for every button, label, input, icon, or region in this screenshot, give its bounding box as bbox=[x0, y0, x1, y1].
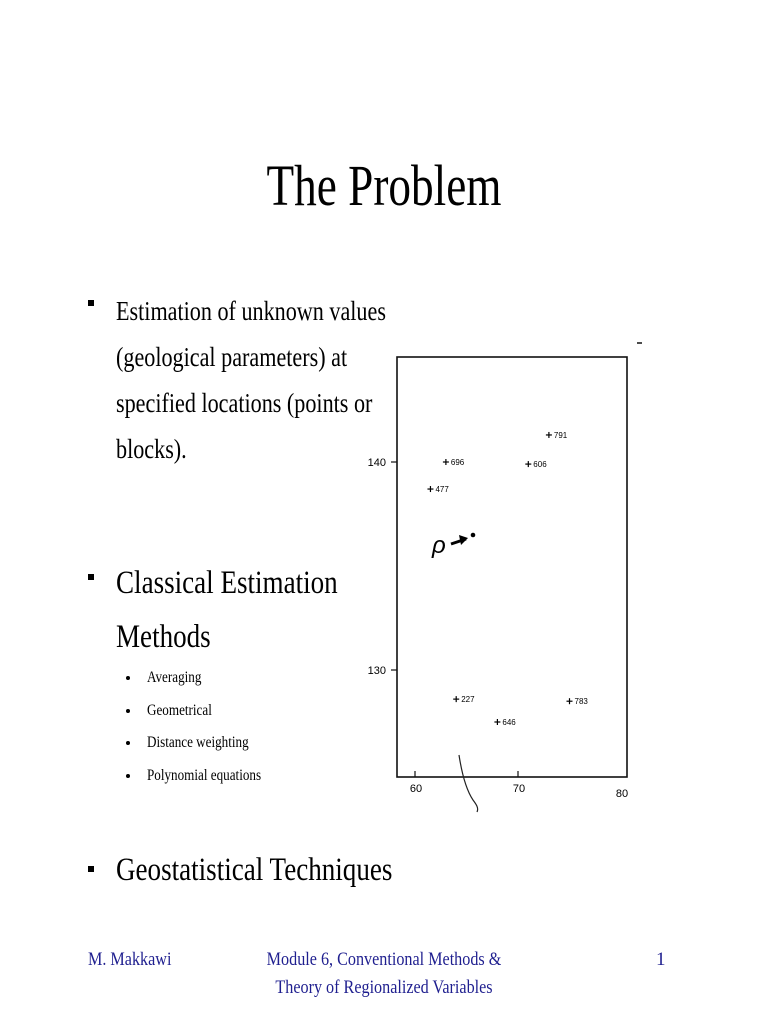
footer-module-line: Theory of Regionalized Variables bbox=[275, 977, 493, 998]
bullet-line: (geological parameters) at bbox=[116, 342, 348, 372]
square-bullet-icon bbox=[88, 574, 94, 580]
rho-symbol: ρ bbox=[432, 532, 446, 559]
map-frame bbox=[397, 357, 627, 777]
round-bullet-icon bbox=[126, 709, 130, 713]
estimation-point-annotation bbox=[431, 532, 475, 559]
sample-value-label: 791 bbox=[553, 430, 568, 440]
sample-location-map bbox=[355, 330, 655, 820]
sub-bullet-text: Polynomial equations bbox=[147, 766, 262, 784]
bullet-line: Geostatistical Techniques bbox=[116, 852, 393, 888]
y-tick-label: 140 bbox=[367, 457, 386, 469]
round-bullet-icon bbox=[126, 676, 130, 680]
bullet-line: Classical Estimation bbox=[116, 565, 338, 601]
sub-bullet-text: Averaging bbox=[147, 669, 202, 686]
square-bullet-icon bbox=[88, 300, 94, 306]
footer-author: M. Makkawi bbox=[88, 949, 172, 970]
sample-points bbox=[427, 431, 588, 727]
y-tick-label: 130 bbox=[367, 665, 386, 677]
bullet-line: blocks). bbox=[116, 434, 187, 464]
sample-point bbox=[494, 718, 516, 727]
bullet-text bbox=[116, 848, 392, 892]
sample-point bbox=[546, 431, 568, 440]
sub-bullet-text: Geometrical bbox=[147, 701, 212, 719]
sample-point bbox=[525, 460, 547, 469]
sample-value-label: 477 bbox=[435, 485, 449, 495]
bullet-text bbox=[116, 556, 338, 664]
bullet-line: specified locations (points or bbox=[116, 388, 373, 418]
x-axis-ticks bbox=[410, 771, 628, 800]
bullet-line: Methods bbox=[116, 619, 211, 655]
round-bullet-icon bbox=[126, 774, 130, 778]
bullet-text bbox=[116, 288, 386, 472]
footer-module-title bbox=[257, 946, 512, 1002]
target-point-icon bbox=[471, 533, 476, 538]
sample-point bbox=[567, 697, 589, 706]
y-axis-ticks bbox=[368, 457, 397, 677]
bullet-line: Estimation of unknown values bbox=[116, 296, 386, 326]
pen-mark-icon bbox=[459, 755, 478, 812]
slide-title: The Problem bbox=[266, 153, 502, 218]
sample-value-label: 646 bbox=[502, 718, 516, 727]
sample-value-label: 783 bbox=[574, 697, 588, 707]
sample-value-label: 696 bbox=[450, 458, 465, 467]
square-bullet-icon bbox=[88, 866, 94, 872]
sub-bullet-text: Distance weighting bbox=[147, 734, 249, 751]
sample-value-label: 227 bbox=[461, 695, 475, 705]
x-tick-label: 80 bbox=[615, 788, 629, 800]
sample-value-label: 606 bbox=[533, 460, 547, 470]
sample-point bbox=[453, 695, 475, 704]
footer-module-line: Module 6, Conventional Methods & bbox=[266, 949, 502, 970]
x-tick-label: 70 bbox=[512, 783, 526, 795]
page-number: 1 bbox=[656, 949, 666, 970]
sample-point bbox=[427, 485, 449, 494]
x-tick-label: 60 bbox=[409, 783, 423, 795]
round-bullet-icon bbox=[126, 741, 130, 745]
arrow-head-icon bbox=[459, 535, 468, 545]
sample-point bbox=[443, 458, 465, 467]
